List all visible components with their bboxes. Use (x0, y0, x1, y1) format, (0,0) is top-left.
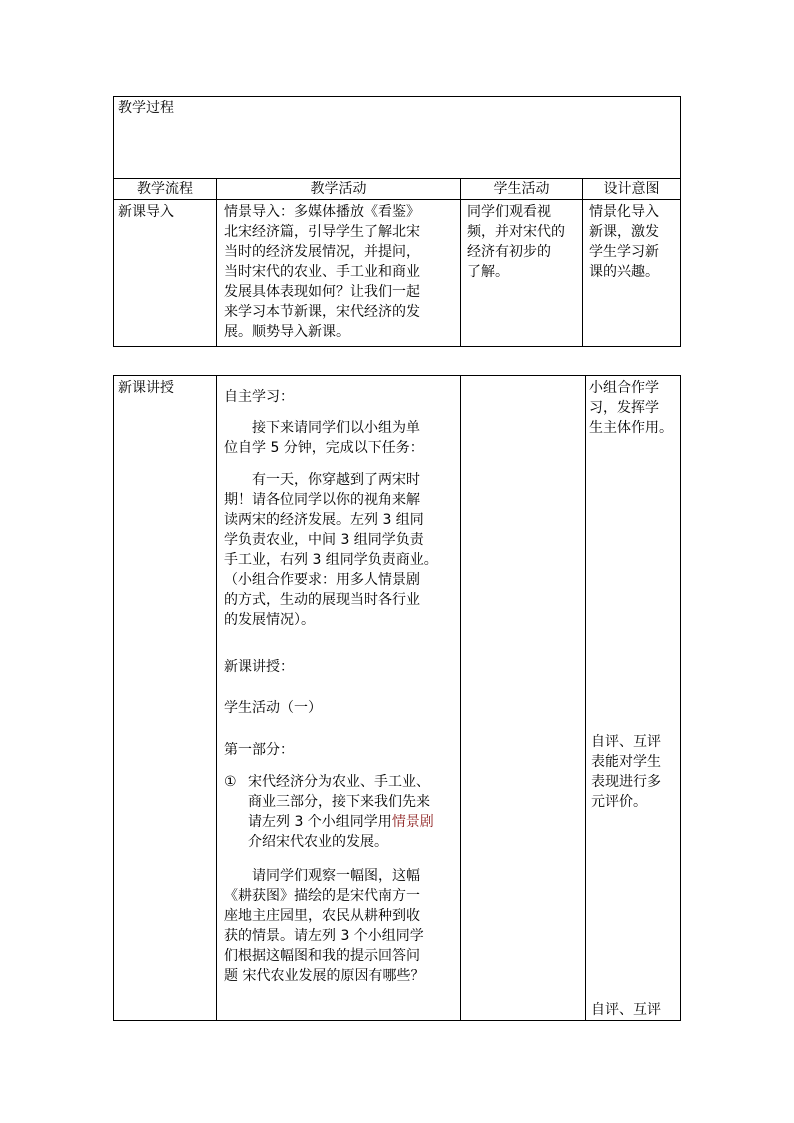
intro-activity-line: 发展具体表现如何？让我们一起 (224, 284, 420, 300)
column-header-design: 设计意图 (603, 181, 660, 197)
story-line: 学负责农业，中间 3 组同学负责 (224, 532, 424, 548)
self-study-label: 自主学习： (224, 389, 294, 405)
design-eval-line: 元评价。 (591, 794, 647, 810)
table2-top-border (113, 375, 681, 376)
design-eval-line: 表现进行多 (591, 774, 661, 790)
activity-one-heading: 学生活动（一） (224, 700, 322, 716)
observe-line: 《耕获图》描绘的是宋代南方一 (224, 888, 420, 904)
intro-student-line: 同学们观看视 (467, 204, 551, 220)
observe-line: 请同学们观察一幅图，这幅 (252, 868, 420, 884)
item-line-text: 请左列 3 个小组同学用 (248, 814, 392, 830)
table2-col-divider-2 (460, 375, 461, 1021)
table2-bottom-border (113, 1020, 681, 1021)
story-line: 有一天，你穿越到了两宋时 (252, 472, 420, 488)
table1-col-divider-2 (460, 178, 461, 347)
observe-line: 座地主庄园里，农民从耕种到收 (224, 908, 420, 924)
table2-col-divider-1 (216, 375, 217, 1021)
part-one-heading: 第一部分： (224, 742, 294, 758)
story-line: 的发展情况）。 (224, 612, 315, 628)
intro-activity-line: 来学习本节新课，宋代经济的发 (224, 304, 420, 320)
table2-col-divider-3 (585, 375, 586, 1021)
column-header-flow: 教学流程 (137, 181, 193, 197)
table1-left-border (113, 96, 114, 347)
intro-student-line: 频，并对宋代的 (467, 224, 565, 240)
intro-activity-line: 当时宋代的农业、手工业和商业 (224, 264, 420, 280)
intro-activity-line: 情景导入：多媒体播放《看鉴》 (224, 204, 420, 220)
story-line: 的方式，生动的展现当时各行业 (224, 592, 420, 608)
lecture-title: 新课讲授： (224, 659, 294, 675)
observe-line: 们根据这幅图和我的提示回答问 (224, 948, 420, 964)
intro-student-line: 经济有初步的 (467, 244, 551, 260)
story-line: （小组合作要求：用多人情景剧 (224, 572, 420, 588)
intro-activity-line: 当时的经济发展情况，并提问， (224, 244, 420, 260)
intro-design-line: 课的兴趣。 (589, 264, 659, 280)
intro-flow-cell: 新课导入 (118, 204, 174, 220)
table1-column-header-divider (113, 199, 681, 200)
story-line: 手工业，右列 3 组同学负责商业。 (224, 552, 438, 568)
item-marker: ① (224, 774, 237, 790)
intro-design-line: 情景化导入 (589, 204, 659, 220)
intro-activity-line: 展。顺势导入新课。 (224, 324, 350, 340)
design-eval-line: 自评、互评 (591, 734, 661, 750)
design-eval-bottom: 自评、互评 (591, 1002, 661, 1018)
design-group-line: 小组合作学 (589, 380, 659, 396)
design-group-line: 生主体作用。 (589, 420, 673, 436)
task-line: 位自学 5 分钟，完成以下任务： (224, 440, 424, 456)
observe-line: 题 宋代农业发展的原因有哪些？ (224, 968, 425, 984)
intro-activity-line: 北宋经济篇，引导学生了解北宋 (224, 224, 420, 240)
column-header-student: 学生活动 (493, 181, 550, 197)
task-line: 接下来请同学们以小组为单 (252, 420, 420, 436)
intro-design-line: 学生学习新 (589, 244, 659, 260)
story-line: 期！请各位同学以你的视角来解 (224, 492, 420, 508)
intro-design-line: 新课，激发 (589, 224, 659, 240)
lecture-flow-cell: 新课讲授 (118, 380, 174, 396)
design-eval-line: 表能对学生 (591, 754, 661, 770)
item-line-with-highlight (248, 812, 434, 832)
highlight-keyword: 情景剧 (391, 814, 434, 830)
item-line: 介绍宋代农业的发展。 (248, 834, 388, 850)
table1-top-border (113, 96, 681, 97)
table2-left-border (113, 375, 114, 1021)
item-line: 商业三部分，接下来我们先来 (248, 794, 430, 810)
table1-col-divider-3 (582, 178, 583, 347)
table2-right-border (680, 375, 681, 1021)
item-line: 宋代经济分为农业、手工业、 (248, 774, 430, 790)
intro-student-line: 了解。 (467, 264, 509, 280)
observe-line: 获的情景。请左列 3 个小组同学 (224, 928, 424, 944)
table1-right-border (680, 96, 681, 347)
column-header-activity: 教学活动 (310, 181, 367, 197)
table1-col-divider-1 (216, 178, 217, 347)
story-line: 读两宋的经济发展。左列 3 组同 (224, 512, 424, 528)
table1-bottom-border (113, 346, 681, 347)
section-title: 教学过程 (118, 100, 174, 116)
design-group-line: 习，发挥学 (589, 400, 659, 416)
